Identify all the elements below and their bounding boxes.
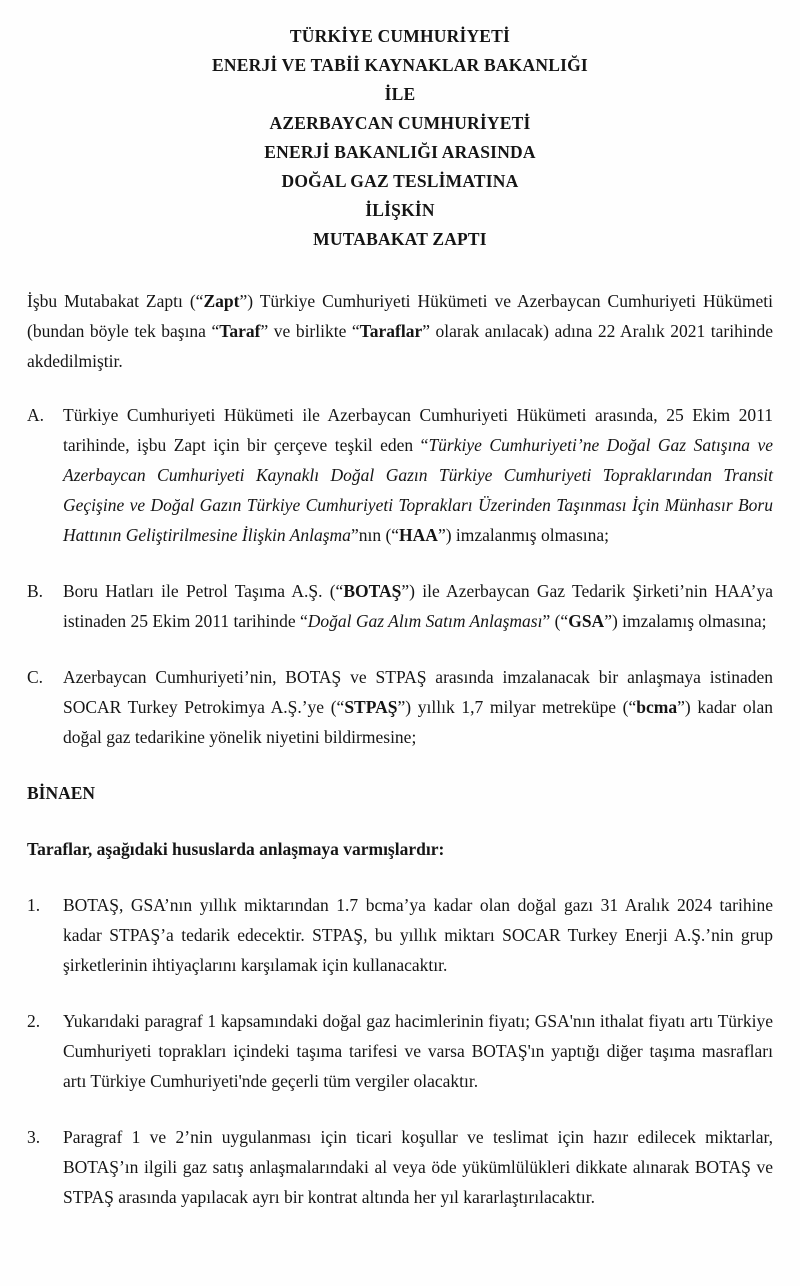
text-run: ”) kadar olan doğal gaz tedarikine yönelik niyetini bildirmesine; [63, 697, 773, 747]
text-run: ” (“ [542, 611, 569, 631]
recital-body [63, 662, 773, 752]
text-run: ”) imzalamış olmasına; [604, 611, 767, 631]
text-run: Zapt [203, 291, 240, 311]
text-run: ” ve birlikte “ [260, 321, 360, 341]
clause-body [63, 1122, 773, 1212]
title-line: ENERJİ BAKANLIĞI ARASINDA [264, 142, 536, 162]
text-run: ”) yıllık 1,7 milyar metreküpe (“ [397, 697, 637, 717]
clause-item-2 [27, 1006, 773, 1096]
text-run: STPAŞ [344, 697, 398, 717]
document-title-block [27, 22, 773, 254]
recital-label: C. [27, 667, 44, 687]
text-run: bcma [636, 697, 678, 717]
resolution-heading: Taraflar, aşağıdaki hususlarda anlaşmaya varmışlardır: [27, 839, 445, 859]
text-run: Yukarıdaki paragraf 1 kapsamındaki doğal gaz hacimlerinin fiyatı; GSA'nın ithalat fiyatı artı Türkiye Cumhuriyeti toprakları içindeki taşıma tarifesi ve varsa BOTAŞ'ın yaptığı diğer taşıma masrafları artı Türkiye Cumhuriyeti'nde geçerli tüm vergiler olacaktır. [63, 1011, 773, 1091]
clause-item-3 [27, 1122, 773, 1212]
recital-body [63, 576, 773, 636]
text-run: Türkiye Cumhuriyeti Hükümeti ile Azerbaycan Cumhuriyeti Hükümeti arasında, 25 Ekim 2011 tarihinde, işbu Zapt için bir çerçeve teşkil eden “ [63, 405, 773, 455]
text-run: Taraf [219, 321, 261, 341]
text-run: Boru Hatları ile Petrol Taşıma A.Ş. (“ [63, 581, 344, 601]
clause-label: 2. [27, 1011, 41, 1031]
clause-label: 3. [27, 1127, 41, 1147]
title-line: TÜRKİYE CUMHURİYETİ [289, 26, 511, 46]
text-run: ”) imzalanmış olmasına; [437, 525, 609, 545]
text-run: ”) Türkiye Cumhuriyeti Hükümeti ve Azerbaycan Cumhuriyeti Hükümeti (bundan böyle tek başına “ [27, 291, 773, 341]
text-run: ” olarak anılacak) adına 22 Aralık 2021 tarihinde akdedilmiştir. [27, 321, 773, 371]
recital-item-a [27, 400, 773, 550]
intro-paragraph [27, 286, 773, 376]
clause-item-1 [27, 890, 773, 980]
title-line: AZERBAYCAN CUMHURİYETİ [269, 113, 531, 133]
text-run: BOTAŞ [343, 581, 402, 601]
title-line: DOĞAL GAZ TESLİMATINA [281, 171, 519, 191]
text-run: BOTAŞ, GSA’nın yıllık miktarından 1.7 bcma’ya kadar olan doğal gazı 31 Aralık 2024 tarihine kadar STPAŞ’a tedarik edecektir. STPAŞ, bu yıllık miktarı SOCAR Turkey Enerji A.Ş.’nin grup şirketlerinin ihtiyaçlarını karşılamak için kullanacaktır. [63, 895, 773, 975]
recital-body [63, 400, 773, 550]
recital-label: B. [27, 581, 44, 601]
text-run: ”) ile Azerbaycan Gaz Tedarik Şirketi’nin HAA’ya istinaden 25 Ekim 2011 tarihinde “ [63, 581, 773, 631]
title-line: ENERJİ VE TABİİ KAYNAKLAR BAKANLIĞI [212, 55, 588, 75]
text-run: Taraflar [359, 321, 423, 341]
clause-body [63, 1006, 773, 1096]
text-run: GSA [568, 611, 605, 631]
text-run: Doğal Gaz Alım Satım Anlaşması [307, 611, 543, 631]
clause-body [63, 890, 773, 980]
title-line: MUTABAKAT ZAPTI [313, 229, 487, 249]
text-run: İşbu Mutabakat Zaptı (“ [27, 291, 204, 311]
text-run: Paragraf 1 ve 2’nin uygulanması için ticari koşullar ve teslimat için hazır edilecek miktarlar, BOTAŞ’ın ilgili gaz satış anlaşmalarındaki al veya öde yükümlülükleri dikkate alınarak BOTAŞ ve STPAŞ arasında yapılacak ayrı bir kontrat altında her yıl kararlaştırılacaktır. [63, 1127, 773, 1207]
text-run: HAA [399, 525, 438, 545]
text-run: Türkiye Cumhuriyeti’ne Doğal Gaz Satışına ve Azerbaycan Cumhuriyeti Kaynaklı Doğal Gazın Türkiye Cumhuriyeti Topraklarından Transit Geçişine ve Doğal Gazın Türkiye Cumhuriyeti Toprakları Üzerinden Taşınması İçin Münhasır Boru Hattının Geliştirilmesine İlişkin Anlaşma [63, 435, 773, 545]
title-line: İLE [384, 84, 416, 104]
clause-label: 1. [27, 895, 41, 915]
recital-label: A. [27, 405, 45, 425]
title-line: İLİŞKİN [365, 200, 435, 220]
text-run: Azerbaycan Cumhuriyeti’nin, BOTAŞ ve STPAŞ arasında imzalanacak bir anlaşmaya istinaden SOCAR Turkey Petrokimya A.Ş.’ye (“ [63, 667, 773, 717]
recital-item-b [27, 576, 773, 636]
recital-item-c [27, 662, 773, 752]
text-run: ”nın (“ [350, 525, 400, 545]
binaen-heading: BİNAEN [27, 783, 96, 803]
